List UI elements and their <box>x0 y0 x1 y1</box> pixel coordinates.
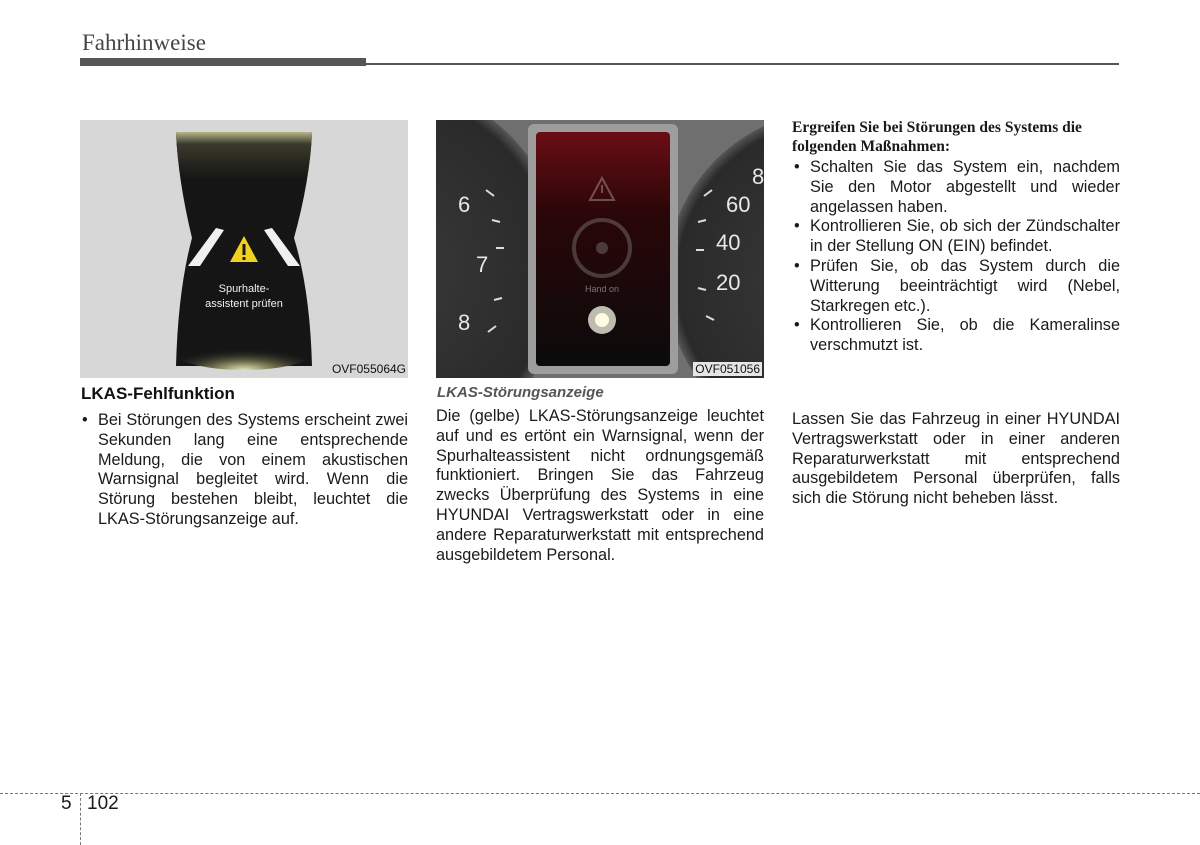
speedo-label-8: 8 <box>752 164 764 189</box>
column1-bullet-list <box>80 411 408 530</box>
footer-dashed-divider <box>80 793 81 845</box>
display-text-line1: Spurhalte- <box>218 283 270 295</box>
list-item: • Schalten Sie das System ein, nachdem Sie den Motor abgestellt und wieder angelassen haben. <box>792 158 1120 217</box>
column1-text <box>80 411 408 530</box>
tacho-label-6: 6 <box>458 192 471 217</box>
figure-lkas-warning-display <box>80 120 408 378</box>
list-item: • Kontrollieren Sie, ob sich der Zündschalter in der Stellung ON (EIN) befindet. <box>792 217 1120 257</box>
list-item: • Prüfen Sie, ob das System durch die Witterung beeinträchtigt wird (Nebel, Starkregen etc.). <box>792 257 1120 316</box>
figure-code: OVF055064G <box>331 362 406 376</box>
hands-on-text: Hand on <box>584 284 620 294</box>
tacho-label-7: 7 <box>476 252 489 277</box>
footer-dashed-rule <box>0 793 1200 794</box>
page-header-title: Fahrhinweise <box>82 30 206 55</box>
lkas-display-illustration <box>80 120 408 378</box>
speedo-label-20: 20 <box>716 270 741 295</box>
list-item: • Bei Störungen des Systems erscheint zwei Sekunden lang eine entsprechende Meldung, die von einem akustischen Warnsignal begleitet wird. Wenn die Störung bestehen bleibt, leuchtet die LKAS-Störungsanzeige auf. <box>80 411 408 530</box>
subheading-lkas-indicator: LKAS-Störungsanzeige <box>437 384 604 401</box>
tacho-label-8: 8 <box>458 310 471 335</box>
header-rule-thin <box>366 63 1119 65</box>
column3-list-block <box>792 158 1120 356</box>
page-number: 102 <box>87 793 119 814</box>
instrument-cluster-illustration <box>436 120 764 378</box>
speedo-label-60: 60 <box>726 192 751 217</box>
section-heading-lkas-fault: LKAS-Fehlfunktion <box>81 384 235 403</box>
figure-instrument-cluster <box>436 120 764 378</box>
column3-heading: Ergreifen Sie bei Störungen des Systems die folgenden Maßnahmen: <box>792 119 1082 155</box>
chapter-number: 5 <box>61 793 72 814</box>
column3-bullet-list <box>792 158 1120 356</box>
speedo-label-40: 40 <box>716 230 741 255</box>
list-item: • Kontrollieren Sie, ob die Kameralinse verschmutzt ist. <box>792 316 1120 356</box>
display-text-line2: assistent prüfen <box>205 298 283 310</box>
lkas-warning-icon <box>588 306 616 334</box>
column3-paragraph: Lassen Sie das Fahrzeug in einer HYUNDAI Vertragswerkstatt oder in einer anderen Reparaturwerkstatt mit entsprechend ausgebildetem Personal überprüfen, falls sich die Störung nicht beheben lässt. <box>792 410 1120 508</box>
header-rule-thick <box>80 58 366 66</box>
figure-code: OVF051056 <box>695 362 760 376</box>
column2-paragraph: Die (gelbe) LKAS-Störungsanzeige leuchtet auf und es ertönt ein Warnsignal, wenn der Spurhalteassistent nicht ordnungsgemäß funktioniert. Bringen Sie das Fahrzeug zwecks Überprüfung des Systems in eine HYUNDAI Vertragswerkstatt oder in eine andere Reparaturwerkstatt mit entsprechend ausgebildetem Personal. <box>436 407 764 564</box>
